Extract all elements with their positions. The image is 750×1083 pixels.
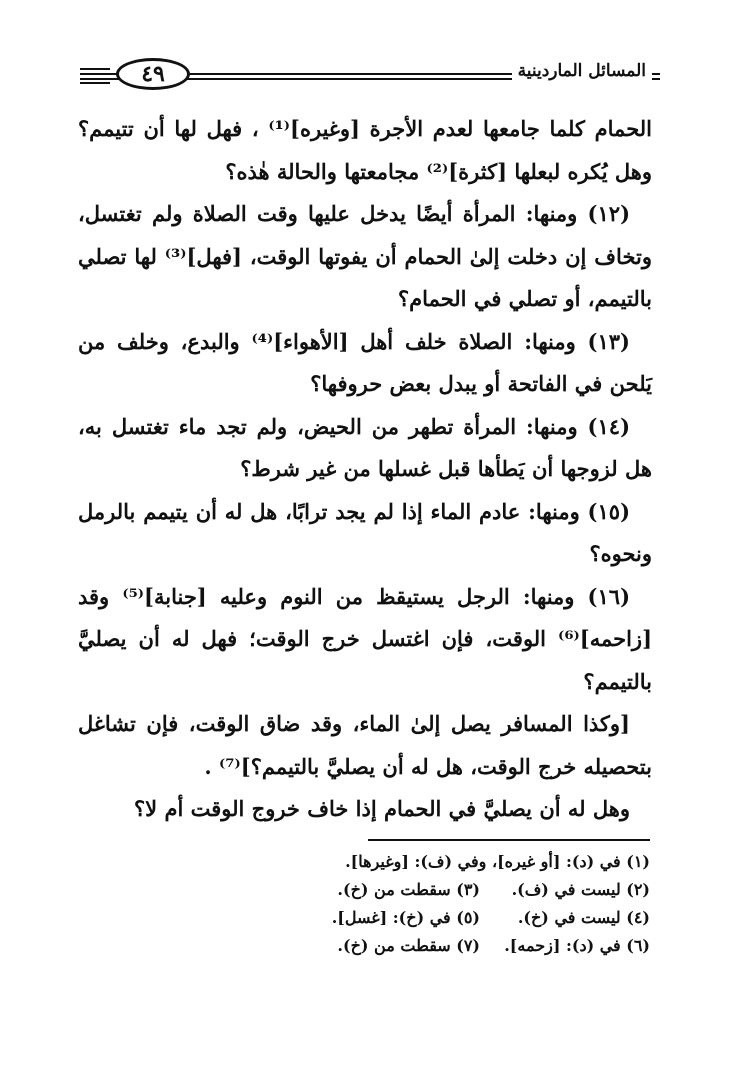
footnote: (١) في (د): [أو غيره]، وفي (ف): [وغيرها]. (345, 852, 650, 871)
footnote: (٢) ليست في (ف). (511, 880, 650, 899)
footnote: (٧) سقطت من (خ). (337, 936, 480, 955)
header-rule (80, 82, 110, 84)
footnote: (٤) ليست في (خ). (517, 908, 650, 927)
page-header (80, 56, 660, 92)
paragraph: (١٢) ومنها: المرأة أيضًا يدخل عليها وقت الصلاة ولم تغتسل، وتخاف إن دخلت إلىٰ الحمام أن يفوتها الوقت، [فهل]⁽³⁾ لها تصلي بالتيمم، أو تصلي في الحمام؟ (78, 201, 652, 311)
page-number: ٤٩ (116, 58, 190, 90)
footnote: (٣) سقطت من (خ). (337, 880, 480, 899)
paragraph: [وكذا المسافر يصل إلىٰ الماء، وقد ضاق الوقت، فإن تشاغل بتحصيله خرج الوقت، هل له أن يصليَّ بالتيمم؟]⁽⁷⁾ . (78, 711, 652, 779)
paragraph: الحمام كلما جامعها لعدم الأجرة [وغيره]⁽¹⁾ ، فهل لها أن تتيمم؟ وهل يُكره لبعلها [كثرة]⁽²⁾ مجامعتها والحالة هٰذه؟ (78, 116, 652, 184)
paragraph: (١٥) ومنها: عادم الماء إذا لم يجد ترابًا، هل له أن يتيمم بالرمل ونحوه؟ (78, 498, 652, 566)
footnotes (130, 852, 650, 964)
running-title: المسائل الماردينية (512, 61, 652, 81)
paragraph: وهل له أن يصليَّ في الحمام إذا خاف خروج الوقت أم لا؟ (134, 796, 630, 821)
footnote: (٥) في (خ): [غسل]. (331, 908, 480, 927)
footnote-separator (368, 839, 650, 841)
footnote: (٦) في (د): [زحمه]. (504, 936, 650, 955)
paragraph: (١٤) ومنها: المرأة تطهر من الحيض، ولم تجد ماء تغتسل به، هل لزوجها أن يَطأها قبل غسلها من غير شرط؟ (78, 413, 652, 481)
main-text (78, 108, 652, 831)
paragraph: (١٦) ومنها: الرجل يستيقظ من النوم وعليه [جنابة]⁽⁵⁾ وقد [زاحمه]⁽⁶⁾ الوقت، فإن اغتسل خرج الوقت؛ فهل له أن يصليَّ بالتيمم؟ (78, 583, 652, 694)
header-rule (80, 68, 110, 70)
paragraph: (١٣) ومنها: الصلاة خلف أهل [الأهواء]⁽⁴⁾ والبدع، وخلف من يَلحن في الفاتحة أو يبدل بعض حروفها؟ (78, 328, 652, 396)
